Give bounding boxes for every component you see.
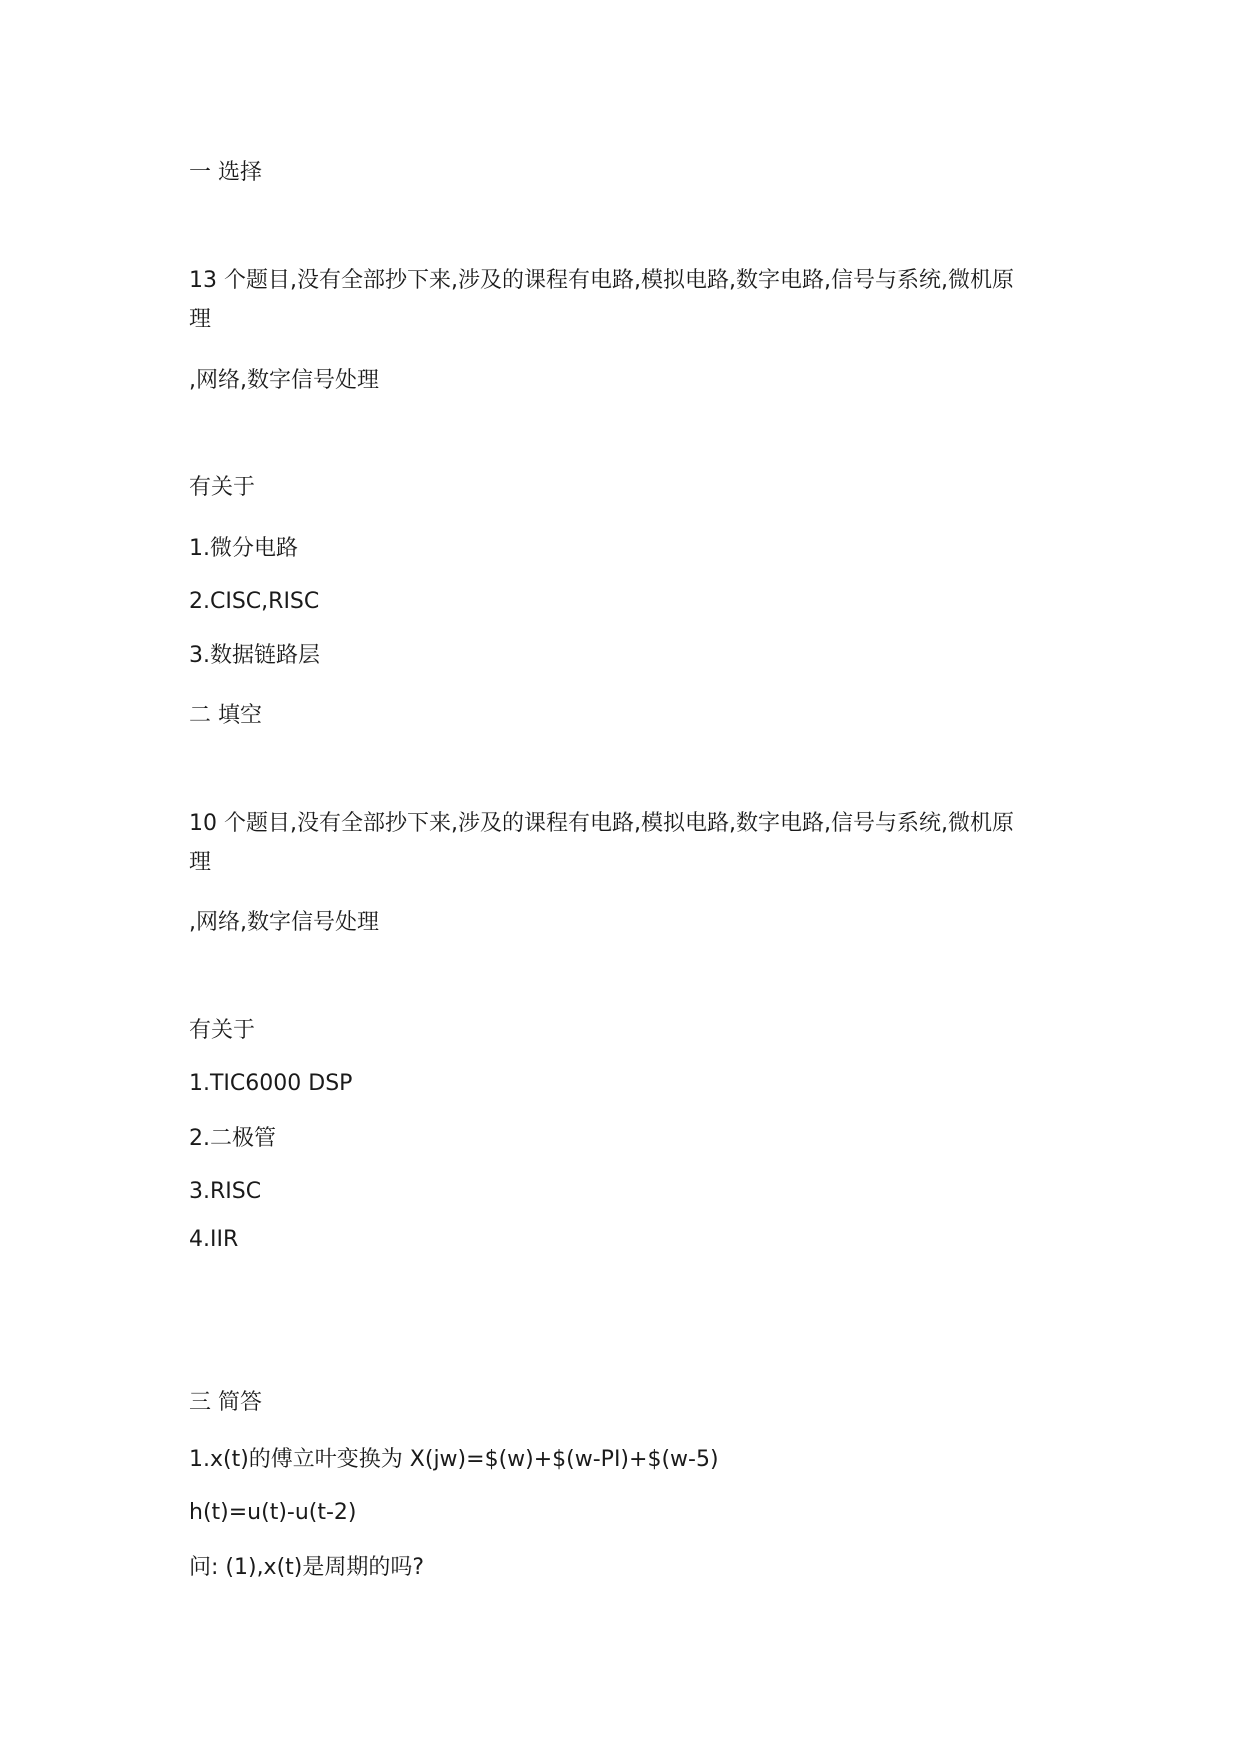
section-heading-short-answer: 三 简答	[189, 1390, 262, 1415]
section1-topics-label: 有关于	[189, 475, 256, 500]
section1-item: 1.微分电路	[189, 536, 298, 561]
section2-topics-label: 有关于	[189, 1018, 256, 1043]
section2-desc-line1: 10 个题目,没有全部抄下来,涉及的课程有电路,模拟电路,数字电路,信号与系统,微机原	[189, 811, 1014, 836]
section1-item: 2.CISC,RISC	[189, 589, 320, 614]
section2-item: 1.TIC6000 DSP	[189, 1071, 353, 1096]
section-heading-choice: 一 选择	[189, 160, 262, 185]
section1-desc-line1: 13 个题目,没有全部抄下来,涉及的课程有电路,模拟电路,数字电路,信号与系统,微机原	[189, 268, 1014, 293]
question1-line1: 1.x(t)的傅立叶变换为 X(jw)=$(w)+$(w-PI)+$(w-5)	[189, 1447, 719, 1472]
section2-item: 4.IIR	[189, 1227, 239, 1252]
section2-desc-line3: ,网络,数字信号处理	[189, 910, 379, 935]
section2-item: 3.RISC	[189, 1179, 262, 1204]
section2-desc-line2: 理	[189, 850, 212, 875]
section1-desc-line3: ,网络,数字信号处理	[189, 368, 379, 393]
section2-item: 2.二极管	[189, 1126, 276, 1151]
section1-item: 3.数据链路层	[189, 643, 320, 668]
question1-line2: h(t)=u(t)-u(t-2)	[189, 1500, 357, 1525]
section-heading-fill-in: 二 填空	[189, 703, 262, 728]
section1-desc-line2: 理	[189, 307, 212, 332]
question1-line3: 问: (1),x(t)是周期的吗?	[189, 1555, 425, 1580]
